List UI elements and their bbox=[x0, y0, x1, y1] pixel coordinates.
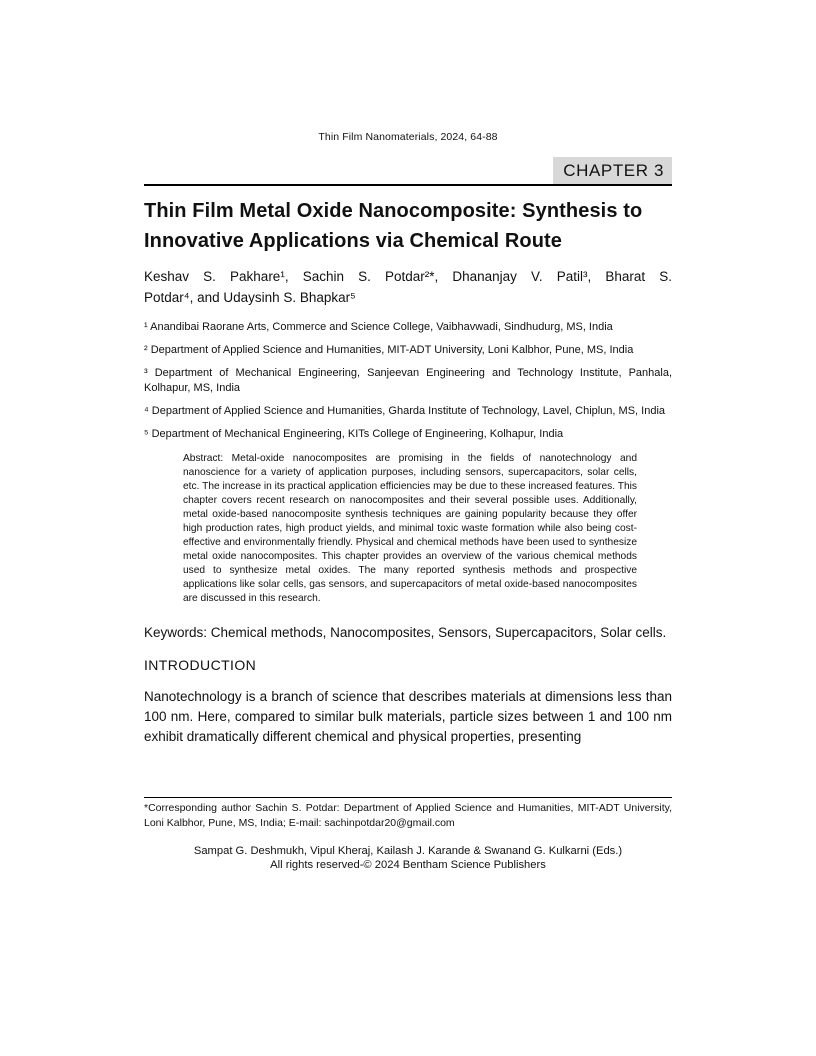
affiliation-4: ⁴ Department of Applied Science and Humanities, Gharda Institute of Technology, Lavel, Chiplun, MS, India bbox=[144, 405, 666, 417]
affiliation-2: ² Department of Applied Science and Humanities, MIT-ADT University, Loni Kalbhor, Pune, MS, India bbox=[144, 344, 634, 356]
affiliations-list bbox=[144, 320, 672, 442]
chapter-badge: CHAPTER 3 bbox=[553, 157, 672, 184]
corresponding-author-footnote: *Corresponding author Sachin S. Potdar: Department of Applied Science and Humanities, MIT-ADT University, Loni Kalbhor, Pune, MS, India; E-mail: sachinpotdar20@gmail.com bbox=[144, 802, 672, 829]
editors-line: Sampat G. Deshmukh, Vipul Kheraj, Kailash J. Karande & Swanand G. Kulkarni (Eds.) bbox=[193, 845, 623, 857]
article-title: Thin Film Metal Oxide Nanocomposite: Synthesis to Innovative Applications via Chemical Route bbox=[144, 200, 643, 252]
running-header: Thin Film Nanomaterials, 2024, 64-88 bbox=[318, 131, 498, 143]
section-heading-introduction: INTRODUCTION bbox=[144, 657, 257, 673]
keywords-line: Keywords: Chemical methods, Nanocomposites, Sensors, Supercapacitors, Solar cells. bbox=[144, 625, 667, 640]
authors-line-2: Potdar⁴, and Udaysinh S. Bhapkar⁵ bbox=[144, 290, 356, 305]
copyright-line: All rights reserved-© 2024 Bentham Science Publishers bbox=[270, 859, 546, 871]
footnote-divider bbox=[144, 797, 672, 798]
affiliation-5: ⁵ Department of Mechanical Engineering, KITs College of Engineering, Kolhapur, India bbox=[144, 428, 564, 440]
chapter-header-rule bbox=[144, 157, 672, 186]
affiliation-1: ¹ Anandibai Raorane Arts, Commerce and Science College, Vaibhavwadi, Sindhudurg, MS, India bbox=[144, 321, 613, 333]
page-footer bbox=[144, 797, 672, 872]
page-content bbox=[144, 0, 672, 747]
authors-line-1: Keshav S. Pakhare¹, Sachin S. Potdar²*, Dhananjay V. Patil³, Bharat S. bbox=[144, 269, 672, 284]
authors-line bbox=[144, 266, 672, 308]
affiliation-3: ³ Department of Mechanical Engineering, Sanjeevan Engineering and Technology Institute, Panhala, Kolhapur, MS, India bbox=[144, 367, 672, 394]
abstract-text: Abstract: Metal-oxide nanocomposites are promising in the fields of nanotechnology and nanoscience for a variety of application purposes, including sensors, supercapacitors, solar cells, etc. The increase in its practical application efficiencies may be due to these increased features. This chapter covers recent research on nanocomposites and their several possible uses. Additionally, metal oxide-based nanocomposite synthesis techniques are gaining popularity because they offer high production rates, high product yields, and minimal toxic waste formation while also being cost-effective and environmentally friendly. Physical and chemical methods have been used to synthesize metal oxide nanocomposites. This chapter provides an overview of the various chemical methods used to synthesize metal oxides. The many reported synthesis methods and prospective applications like solar cells, gas sensors, and supercapacitors of metal oxide-based nanocomposites are discussed in this research. bbox=[183, 453, 637, 604]
introduction-paragraph: Nanotechnology is a branch of science that describes materials at dimensions less than 100 nm. Here, compared to similar bulk materials, particle sizes between 1 and 100 nm exhibit dramatically different chemical and physical properties, presenting bbox=[144, 689, 672, 744]
